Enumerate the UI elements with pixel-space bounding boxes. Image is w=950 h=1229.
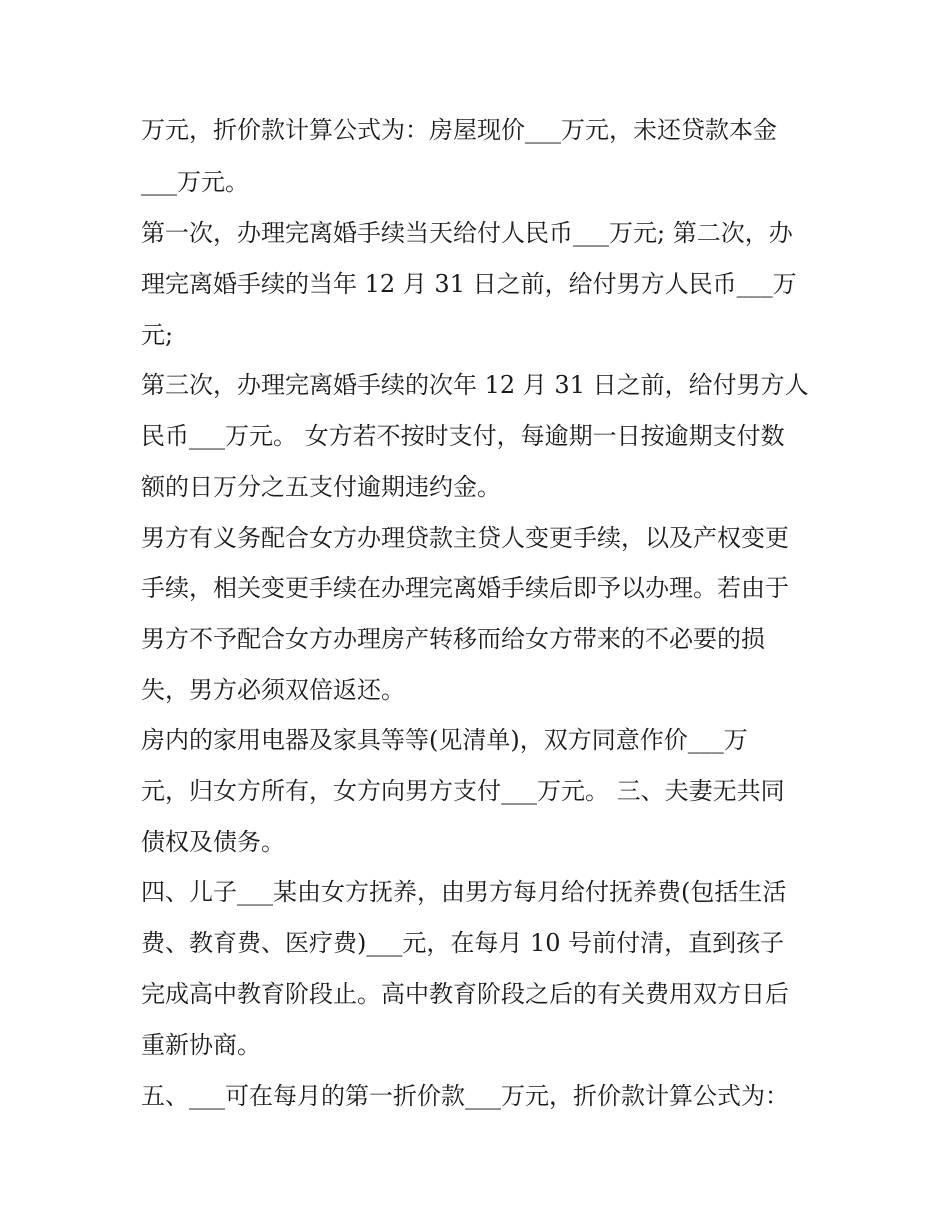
text-line: 万元，折价款计算公式为：房屋现价___万元，未还贷款本金 xyxy=(141,116,777,144)
text-line: 民币___万元。 女方若不按时支付，每逾期一日按逾期支付数 xyxy=(141,422,785,450)
text-line: 元，归女方所有，女方向男方支付___万元。 三、夫妻无共同 xyxy=(141,777,785,805)
text-line: 五、___可在每月的第一折价款___万元，折价款计算公式为： xyxy=(141,1082,789,1110)
text-line: 第一次，办理完离婚手续当天给付人民币___万元; 第二次，办 xyxy=(141,219,793,247)
text-line: 费、教育费、医疗费)___元，在每月 10 号前付清，直到孩子 xyxy=(141,929,785,957)
text-line: 房内的家用电器及家具等等(见清单)，双方同意作价___万 xyxy=(141,726,748,754)
text-line: 理完离婚手续的当年 12 月 31 日之前，给付男方人民币___万 xyxy=(141,270,797,298)
text-line: 失，男方必须双倍返还。 xyxy=(141,676,405,704)
text-line: 债权及债务。 xyxy=(141,828,285,856)
text-line: 完成高中教育阶段止。高中教育阶段之后的有关费用双方日后 xyxy=(141,980,789,1008)
text-line: 元; xyxy=(141,321,174,349)
text-line: ___万元。 xyxy=(141,168,249,196)
text-line: 重新协商。 xyxy=(141,1031,261,1059)
text-line: 男方不予配合女方办理房产转移而给女方带来的不必要的损 xyxy=(141,625,765,653)
text-line: 男方有义务配合女方办理贷款主贷人变更手续，以及产权变更 xyxy=(141,524,789,552)
text-line: 四、儿子___某由女方抚养，由男方每月给付抚养费(包括生活 xyxy=(141,878,787,906)
text-line: 额的日万分之五支付逾期违约金。 xyxy=(141,473,501,501)
text-line: 第三次，办理完离婚手续的次年 12 月 31 日之前，给付男方人 xyxy=(141,371,809,399)
text-line: 手续，相关变更手续在办理完离婚手续后即予以办理。若由于 xyxy=(141,574,789,602)
